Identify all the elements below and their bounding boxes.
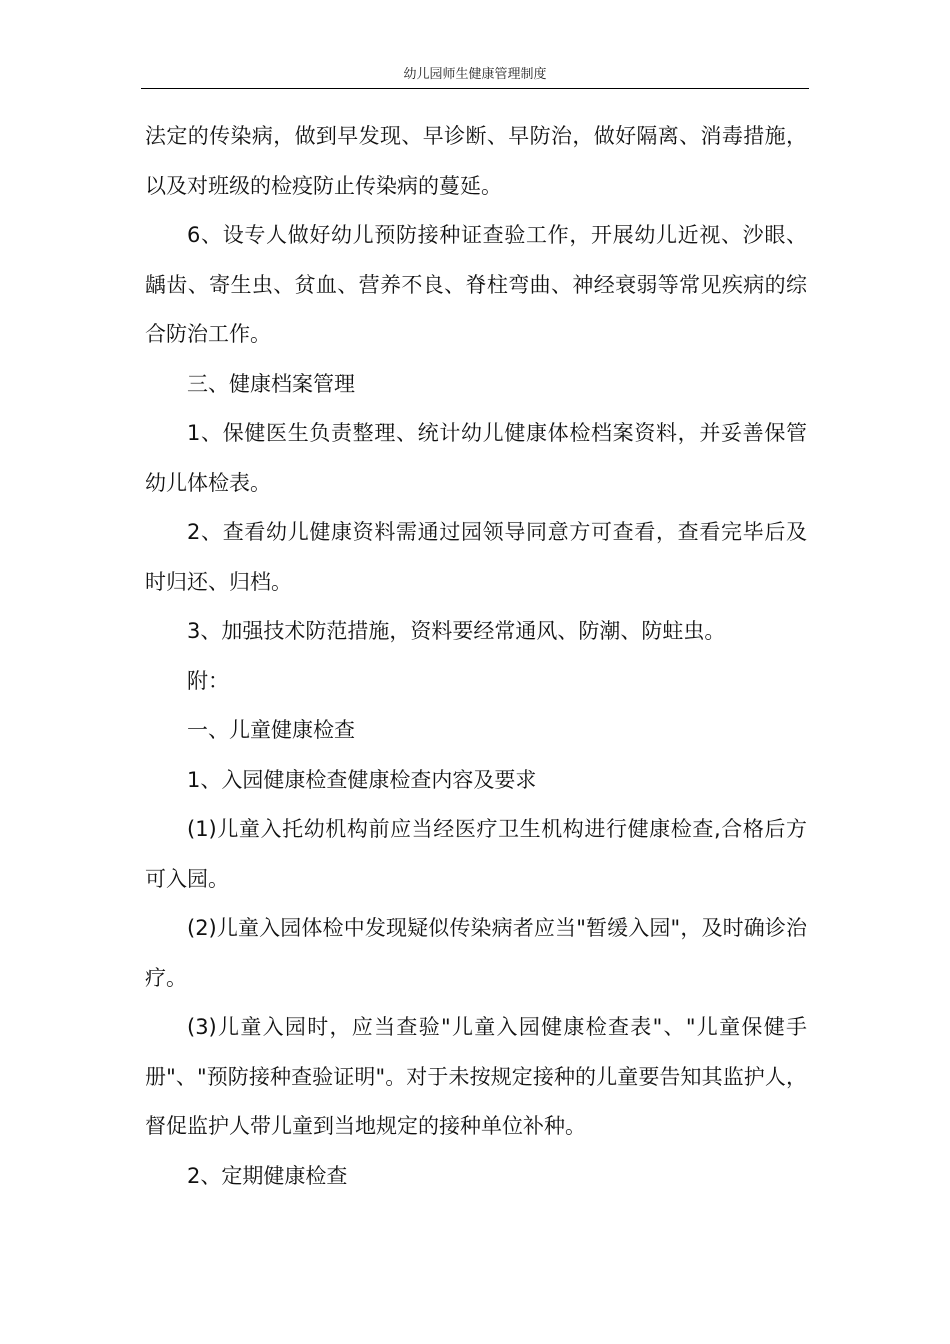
subsection-heading: 1、入园健康检查健康检查内容及要求 [187, 767, 537, 792]
paragraph: 6、设专人做好幼儿预防接种证查验工作，开展幼儿近视、沙眼、龋齿、寄生虫、贫血、营养不良、脊柱弯曲、神经衰弱等常见疾病的综合防治工作。 [145, 223, 807, 346]
document-body [145, 112, 807, 1201]
paragraph: (3)儿童入园时，应当查验"儿童入园健康检查表"、"儿童保健手册"、"预防接种查验证明"。对于未按规定接种的儿童要告知其监护人，督促监护人带儿童到当地规定的接种单位补种。 [145, 1015, 807, 1138]
paragraph: 法定的传染病，做到早发现、早诊断、早防治，做好隔离、消毒措施，以及对班级的检疫防止传染病的蔓延。 [145, 124, 807, 198]
appendix-label: 附： [187, 668, 229, 693]
paragraph: 2、查看幼儿健康资料需通过园领导同意方可查看，查看完毕后及时归还、归档。 [145, 520, 807, 594]
page-header-title: 幼儿园师生健康管理制度 [403, 67, 547, 82]
subsection-heading: 2、定期健康检查 [187, 1163, 348, 1188]
header-divider [141, 88, 809, 89]
section-heading: 三、健康档案管理 [187, 371, 355, 396]
paragraph: 1、保健医生负责整理、统计幼儿健康体检档案资料，并妥善保管幼儿体检表。 [145, 421, 807, 495]
section-heading: 一、儿童健康检查 [187, 718, 355, 742]
paragraph: 3、加强技术防范措施，资料要经常通风、防潮、防蛀虫。 [187, 619, 726, 643]
paragraph: (1)儿童入托幼机构前应当经医疗卫生机构进行健康检查,合格后方可入园。 [145, 817, 807, 891]
paragraph: (2)儿童入园体检中发现疑似传染病者应当"暂缓入园"，及时确诊治疗。 [145, 916, 807, 990]
